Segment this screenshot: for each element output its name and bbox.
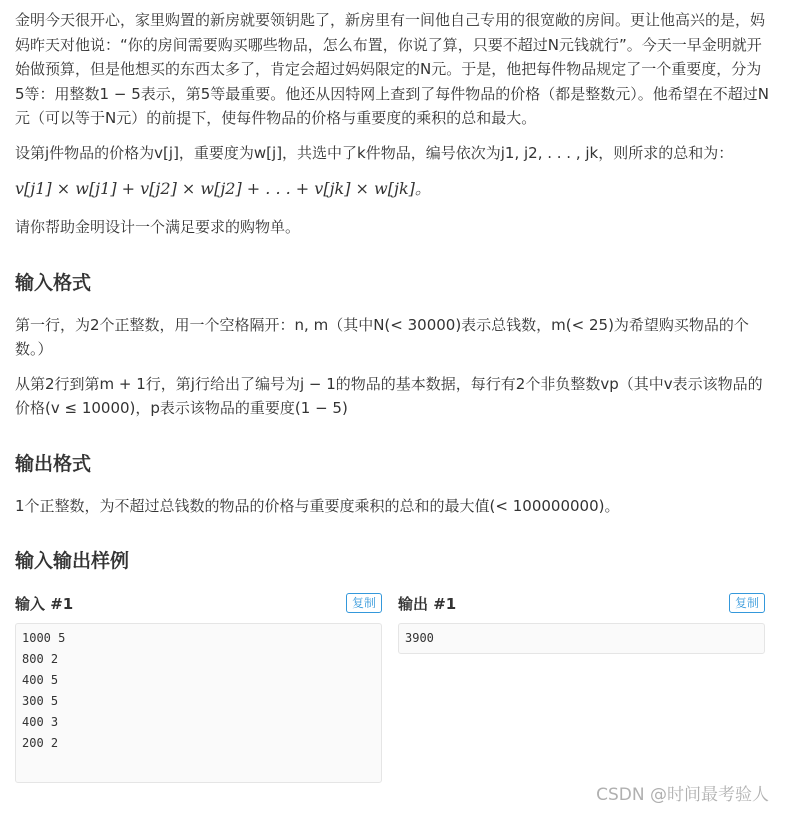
samples-area [15,591,770,781]
code-line: 400 5 [22,673,59,687]
sample-output-title: 输出 #1 [398,594,457,613]
sample-output-panel [398,591,765,654]
output-format-line-1: 1个正整数，为不超过总钱数的物品的价格与重要度乘积的总和的最大值(< 100000000)。 [15,496,620,515]
code-line: 800 2 [22,652,59,666]
copy-output-button[interactable]: 复制 [729,593,765,613]
input-format-heading: 输入格式 [15,271,92,294]
output-format-heading: 输出格式 [15,452,92,475]
input-format-line-1: 第一行，为2个正整数，用一个空格隔开：n, m（其中N(< 30000)表示总钱数，m(< 25)为希望购买物品的个数。） [15,315,749,358]
definition-paragraph: 设第j件物品的价格为v[j]，重要度为w[j]，共选中了k件物品，编号依次为j1, j2, . . . , jk，则所求的总和为： [15,143,734,162]
samples-heading: 输入输出样例 [15,550,130,572]
code-line: 400 3 [22,715,59,729]
code-line: 1000 5 [22,631,66,645]
copy-input-button[interactable]: 复制 [346,593,382,613]
sample-input-panel [15,591,382,783]
watermark: CSDN @时间最考验人 [596,785,769,805]
code-line: 300 5 [22,694,59,708]
objective-formula: v[j1] × w[j1] + v[j2] × w[j2] + . . . + v[jk] × w[jk]。 [15,179,431,198]
sample-input-title: 输入 #1 [15,594,74,613]
intro-paragraph: 金明今天很开心，家里购置的新房就要领钥匙了，新房里有一间他自己专用的很宽敞的房间。更让他高兴的是，妈妈昨天对他说：“你的房间需要购买哪些物品，怎么布置，你说了算，只要不超过N元钱就行”。今天一早金明就开始做预算，但是他想买的东西太多了，肯定会超过妈妈限定的N元。于是，他把每件物品规定了一个重要度，分为5等：用整数1 − 5表示，第5等最重要。他还从因特网上查到了每件物品的价格（都是整数元）。他希望在不超过N元（可以等于N元）的前提下，使每件物品的价格与重要度的乘积的总和最大。 [15,11,770,127]
sample-input-box[interactable] [15,623,382,783]
sample-output-box[interactable] [398,623,765,654]
code-line: 200 2 [22,736,59,750]
problem-statement [15,8,770,781]
code-line: 3900 [405,631,434,645]
request-paragraph: 请你帮助金明设计一个满足要求的购物单。 [15,218,301,236]
input-format-line-2: 从第2行到第m + 1行，第j行给出了编号为j − 1的物品的基本数据，每行有2个非负整数vp（其中v表示该物品的价格(v ≤ 10000)，p表示该物品的重要度(1 − 5) [15,374,763,417]
